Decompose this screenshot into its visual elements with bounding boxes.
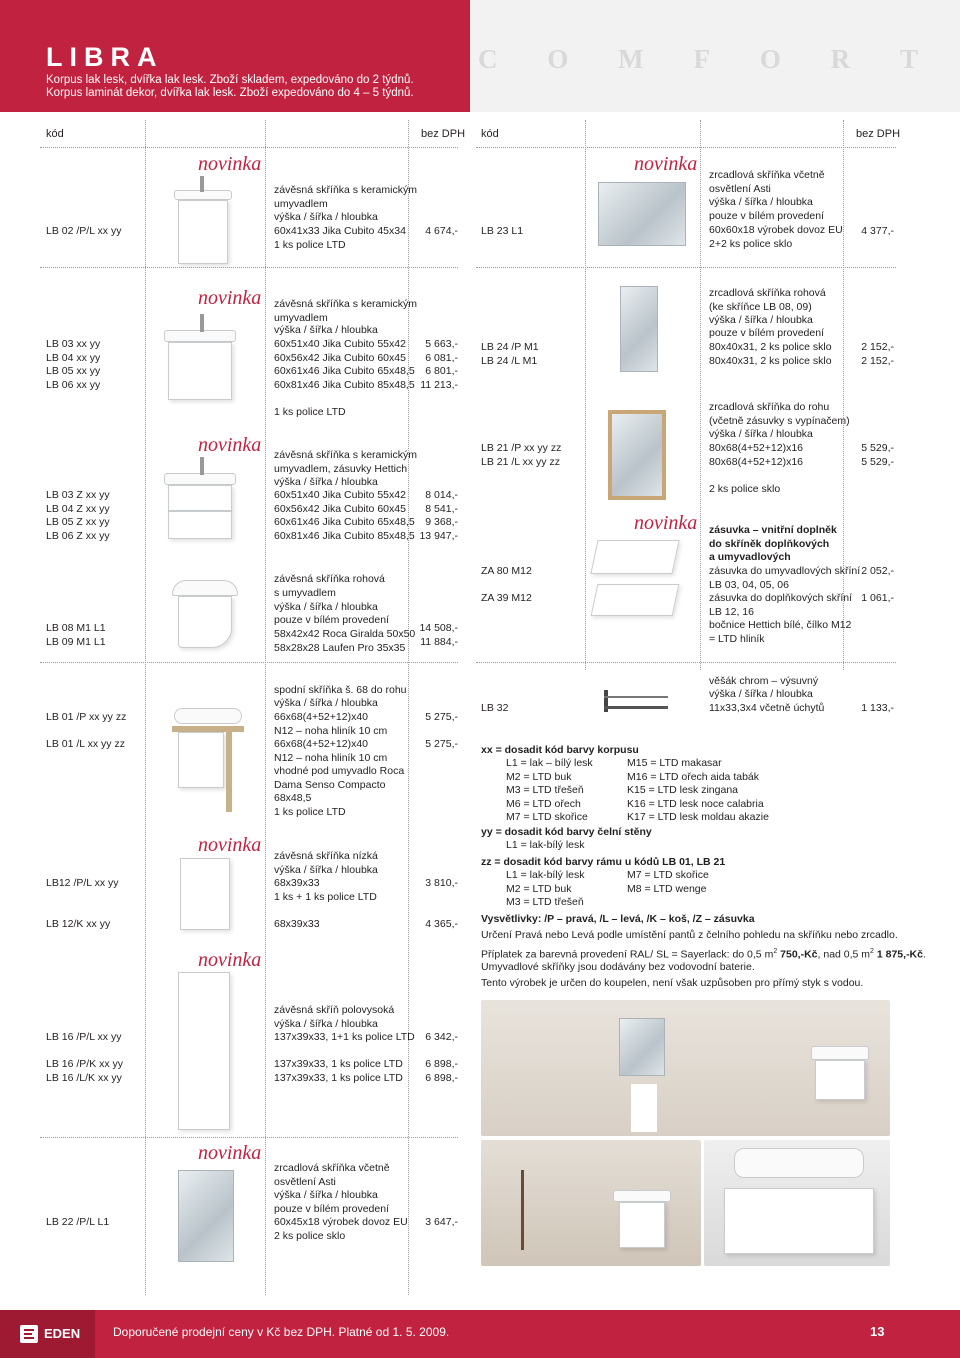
cabinet-shape — [178, 200, 228, 264]
product-price: 1 061,- — [861, 592, 894, 604]
product-image-lb21 — [608, 410, 666, 500]
product-title: závěsná skříňka s keramickým umyvadlem — [274, 298, 417, 324]
product-code: LB 02 /P/L xx yy — [46, 225, 122, 237]
legend-note-water: Tento výrobek je určen do koupelen, není však uzpůsoben pro přímý styk s vodou. — [481, 977, 864, 989]
product-note: 2 ks police sklo — [709, 483, 781, 495]
product-spec: zásuvka do umyvadlových skříní LB 03, 04, 05, 06 — [709, 565, 861, 591]
product-image-lb16 — [178, 972, 230, 1130]
product-title: závěsná skříňka s keramickým umyvadlem, zásuvky Hettich — [274, 449, 417, 475]
photo-basin — [811, 1046, 869, 1060]
product-price: 3 810,- — [425, 877, 458, 889]
drawer-shape — [168, 485, 232, 511]
dims-label: výška / šířka / hloubka — [709, 314, 813, 326]
photo-basin — [613, 1190, 671, 1202]
product-title: závěsná skříňka nízká — [274, 850, 378, 862]
product-spec: 137x39x33, 1 ks police LTD 137x39x33, 1 ks police LTD — [274, 1058, 403, 1084]
divider — [476, 662, 896, 663]
dims-label: výška / šířka / hloubka — [274, 1018, 378, 1030]
photo-drawer — [724, 1188, 874, 1254]
photo-basin — [734, 1148, 864, 1178]
drawer-shape — [168, 511, 232, 539]
basin-shape — [172, 580, 238, 596]
product-spec: 137x39x33, 1+1 ks police LTD — [274, 1031, 415, 1043]
product-image-lb02 — [168, 170, 238, 268]
product-note: 1 ks police LTD — [274, 406, 346, 418]
eden-logo-icon — [20, 1325, 38, 1343]
dims-label: výška / šířka / hloubka — [274, 476, 378, 488]
divider — [476, 147, 896, 148]
comfort-letter: R — [830, 44, 851, 74]
novinka-label: novinka — [198, 834, 262, 856]
faucet-shape — [200, 176, 204, 192]
product-code: LB 16 /P/L xx yy — [46, 1031, 122, 1043]
product-price: 5 275,- — [425, 711, 458, 723]
product-image-lb08 — [170, 578, 240, 653]
product-code: LB 01 /L xx yy zz — [46, 738, 125, 750]
photo-mirror — [619, 1018, 665, 1076]
frame-shape — [226, 732, 232, 812]
legend-xx-left: L1 = lak – bílý lesk M2 = LTD buk M3 = LTD třešeň M6 = LTD ořech M7 = LTD skořice — [506, 757, 593, 824]
product-image-lb22 — [178, 1170, 234, 1262]
product-price: 4 377,- — [861, 225, 894, 237]
product-title: závěsná skříň polovysoká — [274, 1004, 395, 1016]
comfort-letter: C — [478, 44, 498, 74]
page-number: 13 — [870, 1324, 885, 1339]
product-spec: 58x42x42 Roca Giralda 50x50 58x28x28 Laufen Pro 35x35 — [274, 628, 416, 654]
product-image-za80 — [590, 540, 679, 574]
ral-price-large: 1 875,-Kč — [873, 948, 923, 961]
product-image-lb24 — [620, 286, 658, 372]
header-subtitle-2: Korpus laminát dekor, dvířka lak lesk. Zboží expedováno do 4 – 5 týdnů. — [46, 87, 414, 99]
divider — [585, 120, 586, 670]
dims-label: výška / šířka / hloubka — [709, 428, 813, 440]
footer-note: Doporučené prodejní ceny v Kč bez DPH. Platné od 1. 5. 2009. — [113, 1325, 450, 1339]
product-code: LB 23 L1 — [481, 225, 524, 237]
product-image-lb01 — [168, 706, 248, 816]
product-image-lb23 — [598, 182, 686, 246]
product-codes: LB 03 Z xx yy LB 04 Z xx yy LB 05 Z xx yy LB 06 Z xx yy — [46, 489, 110, 542]
product-title: závěsná skříňka rohová s umyvadlem — [274, 573, 385, 599]
product-image-lb32 — [604, 690, 670, 712]
novinka-label: novinka — [198, 287, 262, 309]
brand-title: LIBRA — [46, 42, 164, 72]
hanger-bar — [604, 706, 668, 709]
product-spec: 80x68(4+52+12)x16 80x68(4+52+12)x16 — [709, 442, 803, 468]
logo-stroke — [24, 1337, 34, 1339]
product-spec: 68x39x33 — [274, 918, 320, 930]
logo-stroke — [24, 1333, 32, 1335]
divider — [40, 147, 458, 148]
ral-text: . — [922, 948, 926, 961]
product-codes: LB 03 xx yy LB 04 xx yy LB 05 xx yy LB 06 xx yy — [46, 338, 101, 391]
dims-label: výška / šířka / hloubka — [274, 697, 378, 709]
comfort-title — [478, 44, 918, 74]
product-code: LB 01 /P xx yy zz — [46, 711, 127, 723]
ral-text: , nad 0,5 m — [817, 948, 871, 961]
product-spec: 60x51x40 Jika Cubito 55x42 60x56x42 Jika Cubito 60x45 60x61x46 Jika Cubito 65x48,5 60x81x46 Jika Cubito 85x48,5 — [274, 338, 415, 391]
product-code: LB 12/K xx yy — [46, 918, 111, 930]
product-title: závěsná skříňka s keramickým umyvadlem — [274, 184, 417, 210]
product-code: LB 32 — [481, 702, 509, 714]
product-codes: LB 21 /P xx yy zz LB 21 /L xx yy zz — [481, 442, 562, 468]
product-spec: 66x68(4+52+12)x40 N12 – noha hliník 10 cm — [274, 711, 388, 737]
legend-note-ral — [481, 945, 926, 962]
legend-note-hinges: Určení Pravá nebo Levá podle umístění pantů z čelního pohledu na skříňku nebo zrcadlo. — [481, 929, 898, 941]
dims-label: výška / šířka / hloubka — [274, 211, 378, 223]
product-prices: 5 663,- 6 081,- 6 801,- 11 213,- — [420, 338, 458, 391]
product-image-lb03z — [160, 455, 240, 545]
divider — [40, 1137, 458, 1138]
product-price: 5 275,- — [425, 738, 458, 750]
unit-superscript: 2 — [773, 948, 778, 955]
product-spec: 60x41x33 Jika Cubito 45x34 1 ks police LTD — [274, 225, 406, 251]
comfort-letter: T — [899, 44, 918, 74]
product-price: 2 052,- — [861, 565, 894, 577]
bathroom-photo-3 — [704, 1140, 890, 1266]
dims-label: výška / šířka / hloubka — [274, 601, 378, 613]
product-spec: 60x45x18 výrobek dovoz EU 2 ks police sklo — [274, 1216, 408, 1242]
photo-vase — [521, 1170, 524, 1250]
dims-label: výška / šířka / hloubka — [274, 864, 378, 876]
product-codes: LB 08 M1 L1 LB 09 M1 L1 — [46, 622, 106, 648]
col-price-left: bez DPH — [421, 128, 466, 140]
product-spec: 60x51x40 Jika Cubito 55x42 60x56x42 Jika Cubito 60x45 60x61x46 Jika Cubito 65x48,5 60x81x46 Jika Cubito 85x48,5 — [274, 489, 415, 542]
product-prices: 8 014,- 8 541,- 9 368,- 13 947,- — [419, 489, 458, 542]
product-price: 1 133,- — [861, 702, 894, 714]
cabinet-shape — [178, 732, 224, 788]
logo-stroke — [24, 1329, 34, 1331]
ral-text: Příplatek za barevná provedení RAL/ SL = Sayerlack: do 0,5 m — [481, 948, 774, 961]
legend-yy-title: yy = dosadit kód barvy čelní stěny — [481, 826, 652, 838]
product-title: zrcadlová skříňka do rohu (včetně zásuvky s vypínačem) — [709, 401, 850, 427]
col-code-right: kód — [481, 128, 499, 140]
product-price: 4 674,- — [425, 225, 458, 237]
divider — [40, 662, 458, 663]
product-prices: 5 529,- 5 529,- — [861, 442, 894, 468]
product-price: 6 898,- 6 898,- — [425, 1058, 458, 1084]
faucet-shape — [200, 314, 204, 332]
product-code: LB 22 /P/L L1 — [46, 1216, 110, 1228]
product-title: zrcadlová skříňka včetně osvětlení Asti — [709, 169, 825, 195]
dims-label: výška / šířka / hloubka — [274, 1189, 378, 1201]
product-spec: 68x39x33 1 ks + 1 ks police LTD — [274, 877, 377, 903]
comfort-letter: F — [693, 44, 710, 74]
bathroom-photo-2 — [481, 1140, 701, 1266]
faucet-shape — [200, 457, 204, 475]
divider — [700, 120, 701, 670]
cabinet-shape — [178, 596, 232, 648]
divider — [408, 120, 409, 1295]
product-title: zrcadlová skříňka rohová (ke skříňce LB 08, 09) — [709, 287, 826, 313]
legend-xx-title: xx = dosadit kód barvy korpusu — [481, 744, 639, 756]
product-title: zrcadlová skříňka včetně osvětlení Asti — [274, 1162, 390, 1188]
hanger-bar — [604, 696, 668, 698]
product-codes: LB 24 /P M1 LB 24 /L M1 — [481, 341, 539, 367]
novinka-label: novinka — [198, 434, 262, 456]
novinka-label: novinka — [634, 512, 698, 534]
photo-cabinet — [631, 1084, 657, 1132]
legend-xx-right: M15 = LTD makasar M16 = LTD ořech aida tabák K15 = LTD lesk zingana K16 = LTD lesk noce calabria K17 = LTD lesk moldau akazie — [627, 757, 769, 824]
novinka-label: novinka — [198, 1142, 262, 1164]
novinka-label: novinka — [634, 153, 698, 175]
dims-label: výška / šířka / hloubka — [274, 324, 378, 336]
product-code: ZA 80 M12 — [481, 565, 532, 577]
product-spec: 66x68(4+52+12)x40 N12 – noha hliník 10 cm vhodné pod umyvadlo Roca Dama Senso Compacto 68x48,5 1 ks police LTD — [274, 738, 405, 818]
novinka-label: novinka — [198, 949, 262, 971]
product-image-lb12 — [180, 858, 230, 930]
product-spec: 60x60x18 výrobek dovoz EU 2+2 ks police sklo — [709, 224, 843, 250]
col-code-left: kód — [46, 128, 64, 140]
unit-superscript: 2 — [870, 948, 874, 955]
product-image-lb03 — [160, 308, 240, 403]
comfort-letter: O — [547, 44, 569, 74]
photo-cabinet — [619, 1202, 665, 1248]
white-only-note: pouze v bílém provedení — [709, 210, 824, 222]
dims-label: výška / šířka / hloubka — [709, 196, 813, 208]
header-subtitle-1: Korpus lak lesk, dvířka lak lesk. Zboží skladem, expedováno do 2 týdnů. — [46, 74, 414, 86]
legend-note-faucet: Umyvadlové skříňky jsou dodávány bez vodovodní baterie. — [481, 961, 755, 973]
product-code: ZA 39 M12 — [481, 592, 532, 604]
product-title: spodní skříňka š. 68 do rohu — [274, 684, 407, 696]
col-price-right: bez DPH — [856, 128, 901, 140]
legend-zz-left: L1 = lak-bílý lesk M2 = LTD buk M3 = LTD třešeň — [506, 869, 585, 909]
product-spec: 80x40x31, 2 ks police sklo 80x40x31, 2 ks police sklo — [709, 341, 832, 367]
divider — [145, 120, 146, 1295]
legend-zz-right: M7 = LTD skořice M8 = LTD wenge — [627, 869, 709, 895]
divider — [476, 267, 896, 268]
product-prices: 2 152,- 2 152,- — [861, 341, 894, 367]
ral-price-small: 750,-Kč — [777, 948, 818, 961]
cabinet-shape — [168, 342, 232, 400]
product-code: LB 16 /P/K xx yy LB 16 /L/K xx yy — [46, 1058, 124, 1084]
white-only-note: pouze v bílém provedení — [709, 327, 824, 339]
white-only-note: pouze v bílém provedení — [274, 614, 389, 626]
white-only-note: pouze v bílém provedení — [274, 1203, 389, 1215]
dims-label: výška / šířka / hloubka — [709, 688, 813, 700]
novinka-label: novinka — [198, 153, 262, 175]
product-price: 3 647,- — [425, 1216, 458, 1228]
product-prices: 14 508,- 11 884,- — [419, 622, 458, 648]
comfort-letter: M — [618, 44, 644, 74]
product-title: věšák chrom – výsuvný — [709, 675, 819, 687]
legend-yy-left: L1 = lak-bílý lesk — [506, 839, 585, 851]
bathroom-photo-1 — [481, 1000, 890, 1136]
photo-cabinet — [815, 1060, 865, 1100]
divider — [265, 120, 266, 1295]
product-image-za39 — [591, 584, 680, 616]
product-price: 6 342,- — [425, 1031, 458, 1043]
legend-zz-title: zz = dosadit kód barvy rámu u kódů LB 01, LB 21 — [481, 856, 726, 868]
divider — [40, 267, 458, 268]
product-price: 4 365,- — [425, 918, 458, 930]
product-spec: 11x33,3x4 včetně úchytů — [709, 702, 825, 714]
product-spec: zásuvka do doplňkových skříní LB 12, 16 bočnice Hettich bílé, čílko M12 = LTD hliník — [709, 592, 852, 645]
product-title: zásuvka – vnitřní doplněk do skříněk doplňkových a umyvadlových — [709, 524, 837, 564]
eden-logo-text: EDEN — [44, 1326, 81, 1341]
legend-explanation: Vysvětlivky: /P – pravá, /L – levá, /K – koš, /Z – zásuvka — [481, 913, 755, 925]
comfort-letter: O — [759, 44, 781, 74]
product-code: LB12 /P/L xx yy — [46, 877, 119, 889]
basin-shape — [174, 708, 242, 724]
